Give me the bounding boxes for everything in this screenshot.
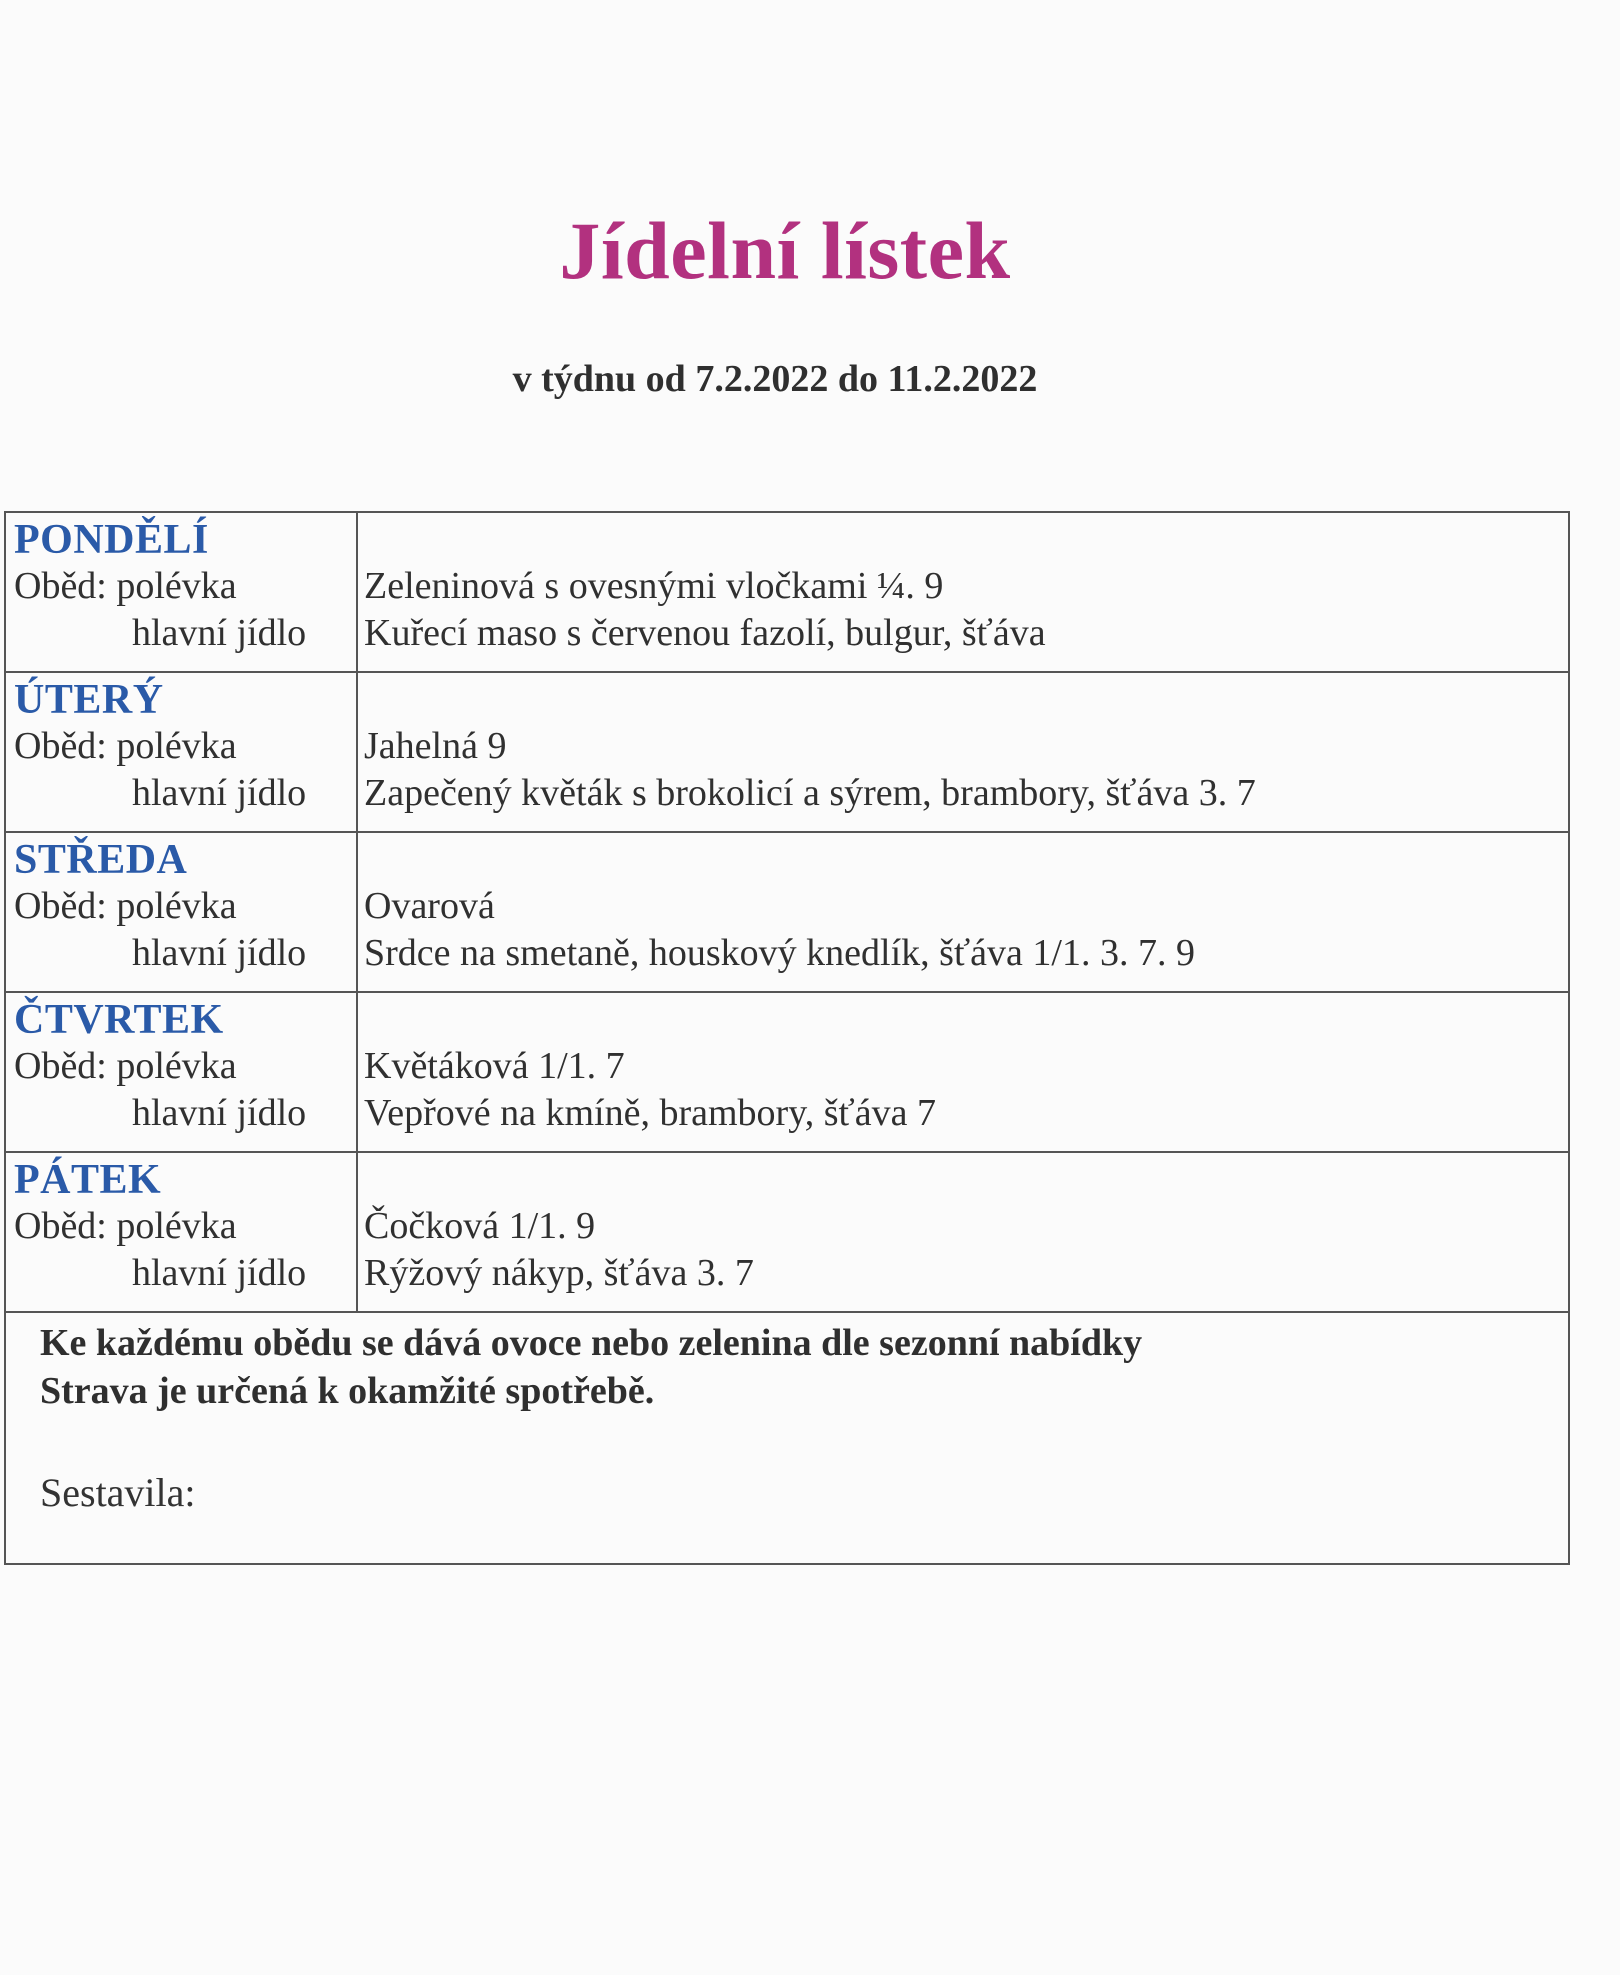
soup-dish: Zeleninová s ovesnými vločkami ¼. 9 [364,565,944,607]
day-row-friday [5,1152,1569,1312]
day-name: STŘEDA [14,837,188,883]
day-row-wednesday [5,832,1569,992]
dish-cell [357,512,1569,672]
main-dish: Vepřové na kmíně, brambory, šťáva 7 [364,1092,936,1134]
main-dish: Rýžový nákyp, šťáva 3. 7 [364,1252,754,1294]
main-dish: Srdce na smetaně, houskový knedlík, šťáva 1/1. 3. 7. 9 [364,932,1195,974]
day-name: ČTVRTEK [14,997,224,1043]
footer-row [5,1312,1569,1564]
dish-cell [357,832,1569,992]
day-name: PÁTEK [14,1157,162,1203]
main-dish-label: hlavní jídlo [132,612,307,654]
dish-cell [357,992,1569,1152]
fruit-note: Ke každému obědu se dává ovoce nebo zelenina dle sezonní nabídky [40,1322,1143,1364]
weekly-menu-table [4,511,1570,1565]
main-dish-label: hlavní jídlo [132,1252,307,1294]
footer-cell [5,1312,1569,1564]
week-range: v týdnu od 7.2.2022 do 11.2.2022 [512,358,1038,400]
soup-label: Oběd: polévka [14,1045,237,1087]
dish-cell [357,672,1569,832]
main-dish-label: hlavní jídlo [132,932,307,974]
soup-dish: Čočková 1/1. 9 [364,1205,596,1247]
day-label-cell [5,512,357,672]
main-dish-label: hlavní jídlo [132,772,307,814]
soup-label: Oběd: polévka [14,565,237,607]
soup-label: Oběd: polévka [14,725,237,767]
dish-cell [357,1152,1569,1312]
day-label-cell [5,992,357,1152]
day-label-cell [5,1152,357,1312]
soup-dish: Květáková 1/1. 7 [364,1045,625,1087]
consumption-note: Strava je určená k okamžité spotřebě. [40,1370,655,1412]
menu-title: Jídelní lístek [559,205,1011,296]
day-label-cell [5,832,357,992]
soup-label: Oběd: polévka [14,885,237,927]
main-dish: Kuřecí maso s červenou fazolí, bulgur, šťáva [364,612,1046,654]
day-label-cell [5,672,357,832]
day-row-tuesday [5,672,1569,832]
soup-dish: Jahelná 9 [364,725,507,767]
compiled-by-label: Sestavila: [40,1470,196,1515]
main-dish: Zapečený květák s brokolicí a sýrem, brambory, šťáva 3. 7 [364,772,1256,814]
day-row-monday [5,512,1569,672]
day-name: ÚTERÝ [14,677,164,723]
main-dish-label: hlavní jídlo [132,1092,307,1134]
soup-dish: Ovarová [364,885,495,927]
day-row-thursday [5,992,1569,1152]
soup-label: Oběd: polévka [14,1205,237,1247]
day-name: PONDĚLÍ [14,517,209,563]
